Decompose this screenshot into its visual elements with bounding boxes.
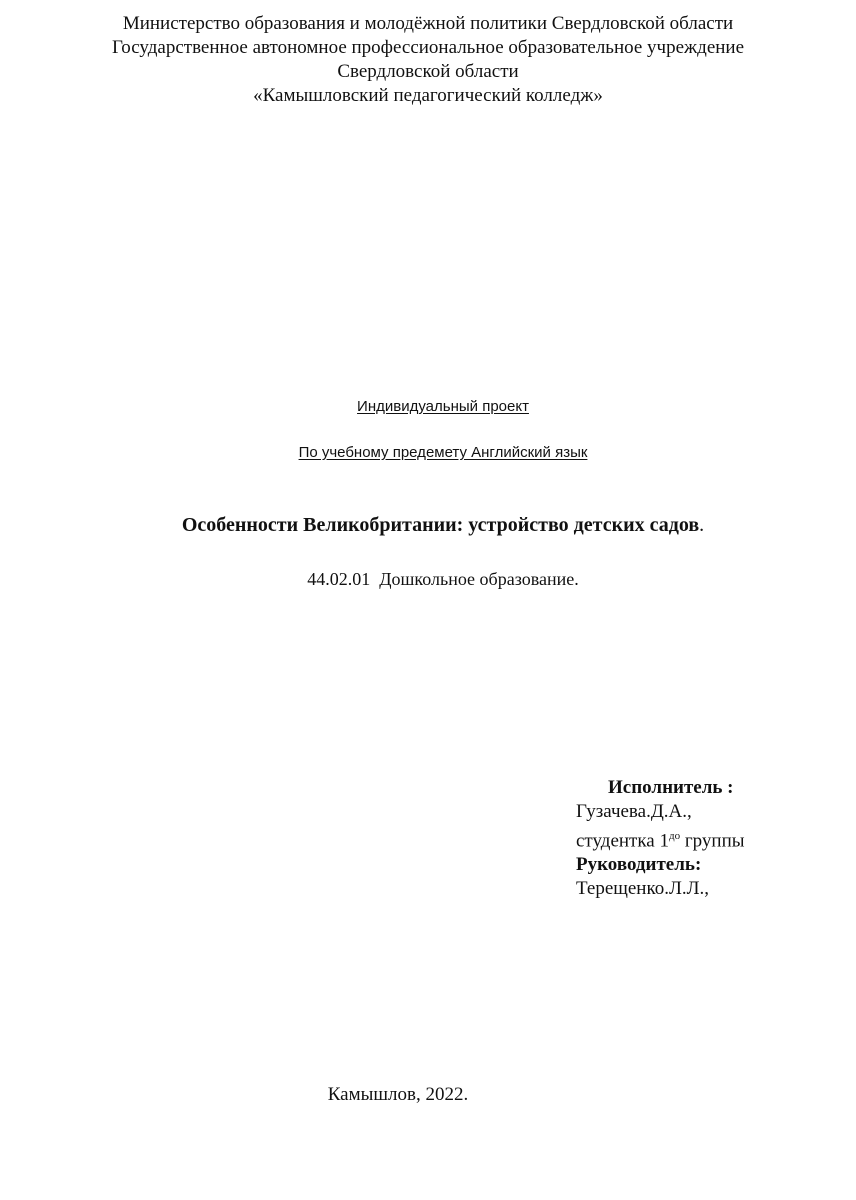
executor-role	[576, 824, 745, 853]
supervisor-label: Руководитель:	[576, 854, 702, 876]
document-title	[0, 514, 856, 537]
specialty-code: 44.02.01	[307, 569, 371, 589]
executor-name: Гузачева.Д.А.,	[576, 801, 692, 822]
specialty-name: Дошкольное образование.	[379, 569, 579, 589]
title-period: .	[699, 514, 705, 536]
ministry-line: Министерство образования и молодёжной политики Свердловской области	[122, 13, 734, 34]
subject-line: По учебному предемету Английский язык	[298, 444, 588, 461]
institution-line: Государственное автономное профессиональное образовательное учреждение	[111, 37, 745, 58]
institution-header	[0, 12, 856, 108]
executor-role-prefix: студентка 1	[576, 830, 669, 852]
executor-label: Исполнитель :	[608, 777, 734, 798]
specialty-line	[0, 569, 856, 590]
college-name: «Камышловский педагогический колледж»	[253, 85, 603, 106]
project-type: Индивидуальный проект	[357, 398, 529, 415]
supervisor-name: Терещенко.Л.Л.,	[576, 878, 710, 900]
title-text: Особенности Великобритании: устройство детских садов	[181, 514, 700, 536]
executor-role-sup: до	[669, 830, 681, 842]
credits-block	[576, 776, 745, 901]
city-year: Камышлов, 2022.	[327, 1084, 469, 1105]
region-line: Свердловской области	[337, 61, 519, 82]
executor-role-suffix: группы	[680, 830, 745, 852]
